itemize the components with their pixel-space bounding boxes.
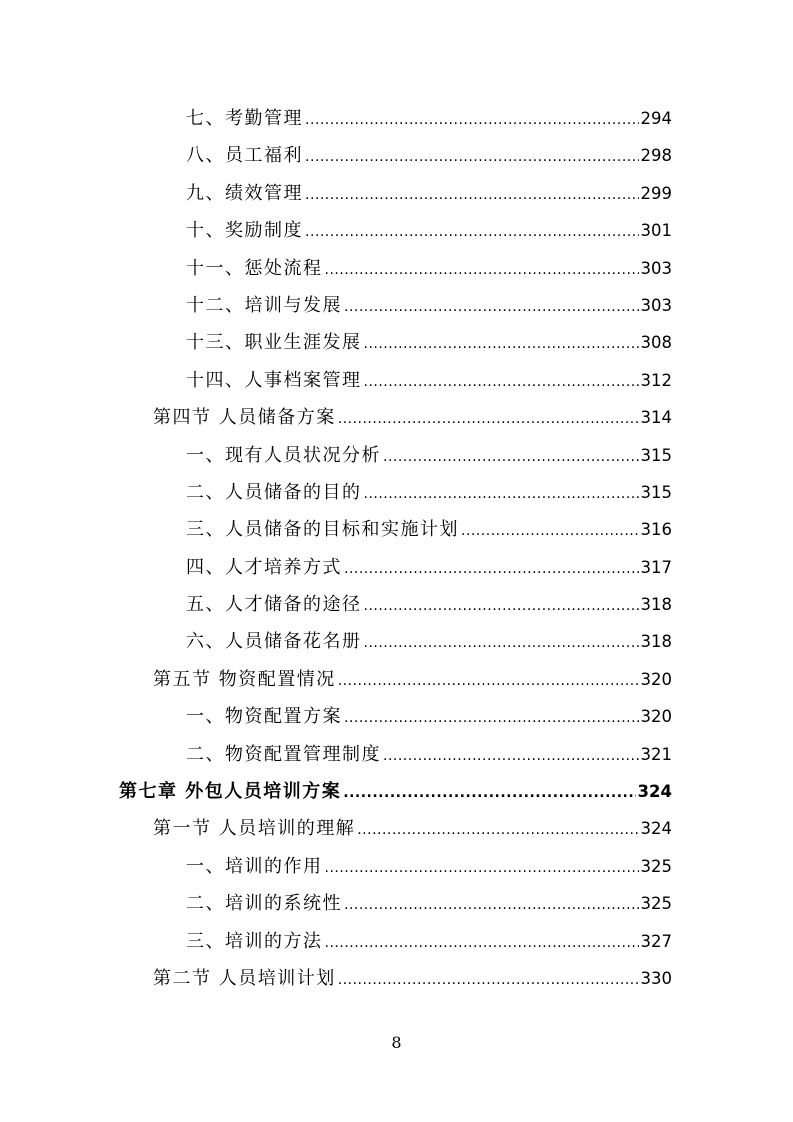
- toc-entry-title: 五、人才储备的途径: [186, 594, 362, 616]
- toc-entry-page: 315: [640, 445, 672, 465]
- toc-entry-page: 303: [640, 295, 672, 315]
- toc-dot-leader: [344, 887, 639, 924]
- toc-entry[interactable]: [0, 137, 793, 174]
- toc-entry-title: 第四节 人员储备方案: [153, 407, 336, 429]
- toc-section-entry[interactable]: [0, 960, 793, 997]
- toc-entry[interactable]: [0, 324, 793, 361]
- toc-entry-title: 第二节 人员培训计划: [153, 967, 336, 989]
- toc-section-entry[interactable]: [0, 810, 793, 847]
- toc-dot-leader: [325, 850, 639, 887]
- toc-entry-title: 二、物资配置管理制度: [186, 743, 381, 765]
- toc-entry-title: 九、绩效管理: [186, 182, 303, 204]
- toc-dot-leader: [305, 177, 639, 214]
- toc-entry[interactable]: [0, 698, 793, 735]
- toc-dot-leader: [325, 252, 639, 289]
- toc-entry[interactable]: [0, 175, 793, 212]
- toc-entry-title: 四、人才培养方式: [186, 556, 342, 578]
- toc-dot-leader: [325, 925, 639, 962]
- page-number: 8: [391, 1033, 402, 1052]
- toc-dot-leader: [338, 401, 639, 438]
- table-of-contents: [0, 100, 793, 997]
- toc-entry-page: 316: [640, 520, 672, 540]
- toc-dot-leader: [305, 102, 639, 139]
- toc-entry-page: 320: [640, 669, 672, 689]
- toc-entry-page: 308: [640, 333, 672, 353]
- toc-entry[interactable]: [0, 511, 793, 548]
- toc-entry[interactable]: [0, 100, 793, 137]
- toc-dot-leader: [364, 625, 639, 662]
- toc-entry-page: 298: [640, 146, 672, 166]
- toc-dot-leader: [338, 962, 639, 999]
- toc-entry-title: 三、培训的方法: [186, 930, 323, 952]
- toc-entry-title: 三、人员储备的目标和实施计划: [186, 519, 459, 541]
- toc-entry-page: 324: [640, 819, 672, 839]
- toc-entry[interactable]: [0, 362, 793, 399]
- toc-chapter-entry[interactable]: [0, 773, 793, 810]
- toc-entry-page: 314: [640, 408, 672, 428]
- toc-entry-page: 325: [640, 894, 672, 914]
- toc-section-entry[interactable]: [0, 661, 793, 698]
- toc-entry-page: 321: [640, 744, 672, 764]
- toc-entry-title: 十四、人事档案管理: [186, 369, 362, 391]
- toc-dot-leader: [461, 513, 639, 550]
- toc-entry-title: 一、现有人员状况分析: [186, 444, 381, 466]
- toc-entry-page: 315: [640, 482, 672, 502]
- toc-entry-title: 第七章 外包人员培训方案: [119, 781, 342, 803]
- toc-entry-title: 二、培训的系统性: [186, 893, 342, 915]
- toc-entry-page: 318: [640, 595, 672, 615]
- toc-entry-title: 十三、职业生涯发展: [186, 332, 362, 354]
- toc-entry-page: 330: [640, 968, 672, 988]
- toc-entry-title: 第五节 物资配置情况: [153, 668, 336, 690]
- toc-entry[interactable]: [0, 885, 793, 922]
- toc-dot-leader: [338, 663, 639, 700]
- toc-dot-leader: [343, 775, 635, 812]
- toc-entry[interactable]: [0, 549, 793, 586]
- toc-entry-title: 十、奖励制度: [186, 220, 303, 242]
- toc-entry[interactable]: [0, 736, 793, 773]
- toc-entry[interactable]: [0, 586, 793, 623]
- toc-entry-page: 318: [640, 632, 672, 652]
- toc-entry-title: 十二、培训与发展: [186, 294, 342, 316]
- toc-entry-page: 320: [640, 707, 672, 727]
- toc-section-entry[interactable]: [0, 399, 793, 436]
- toc-entry[interactable]: [0, 212, 793, 249]
- toc-entry-page: 325: [640, 856, 672, 876]
- toc-entry-title: 一、培训的作用: [186, 855, 323, 877]
- toc-dot-leader: [364, 476, 639, 513]
- toc-entry-title: 七、考勤管理: [186, 108, 303, 129]
- toc-entry[interactable]: [0, 250, 793, 287]
- toc-entry-page: 299: [640, 183, 672, 203]
- toc-entry-title: 六、人员储备花名册: [186, 631, 362, 653]
- toc-dot-leader: [357, 812, 638, 849]
- toc-entry-page: 312: [640, 370, 672, 390]
- toc-entry-title: 十一、惩处流程: [186, 257, 323, 279]
- toc-entry-page: 303: [640, 258, 672, 278]
- toc-dot-leader: [364, 364, 639, 401]
- toc-entry[interactable]: [0, 848, 793, 885]
- toc-entry-title: 八、员工福利: [186, 145, 303, 167]
- toc-entry[interactable]: [0, 474, 793, 511]
- toc-entry[interactable]: [0, 437, 793, 474]
- toc-dot-leader: [383, 738, 639, 775]
- toc-entry[interactable]: [0, 287, 793, 324]
- toc-dot-leader: [305, 139, 639, 176]
- toc-entry-page: 301: [640, 221, 672, 241]
- toc-entry-page: 324: [637, 782, 672, 802]
- toc-dot-leader: [344, 551, 639, 588]
- toc-entry-title: 第一节 人员培训的理解: [153, 818, 356, 840]
- toc-entry-page: 317: [640, 557, 672, 577]
- toc-dot-leader: [305, 214, 639, 251]
- toc-entry-page: 327: [640, 931, 672, 951]
- toc-entry[interactable]: [0, 923, 793, 960]
- toc-entry-title: 二、人员储备的目的: [186, 481, 362, 503]
- toc-entry-title: 一、物资配置方案: [186, 706, 342, 728]
- toc-entry-page: 294: [640, 109, 672, 128]
- toc-dot-leader: [344, 700, 639, 737]
- toc-dot-leader: [364, 588, 639, 625]
- toc-dot-leader: [344, 289, 639, 326]
- toc-entry[interactable]: [0, 623, 793, 660]
- toc-dot-leader: [364, 326, 639, 363]
- toc-dot-leader: [383, 439, 639, 476]
